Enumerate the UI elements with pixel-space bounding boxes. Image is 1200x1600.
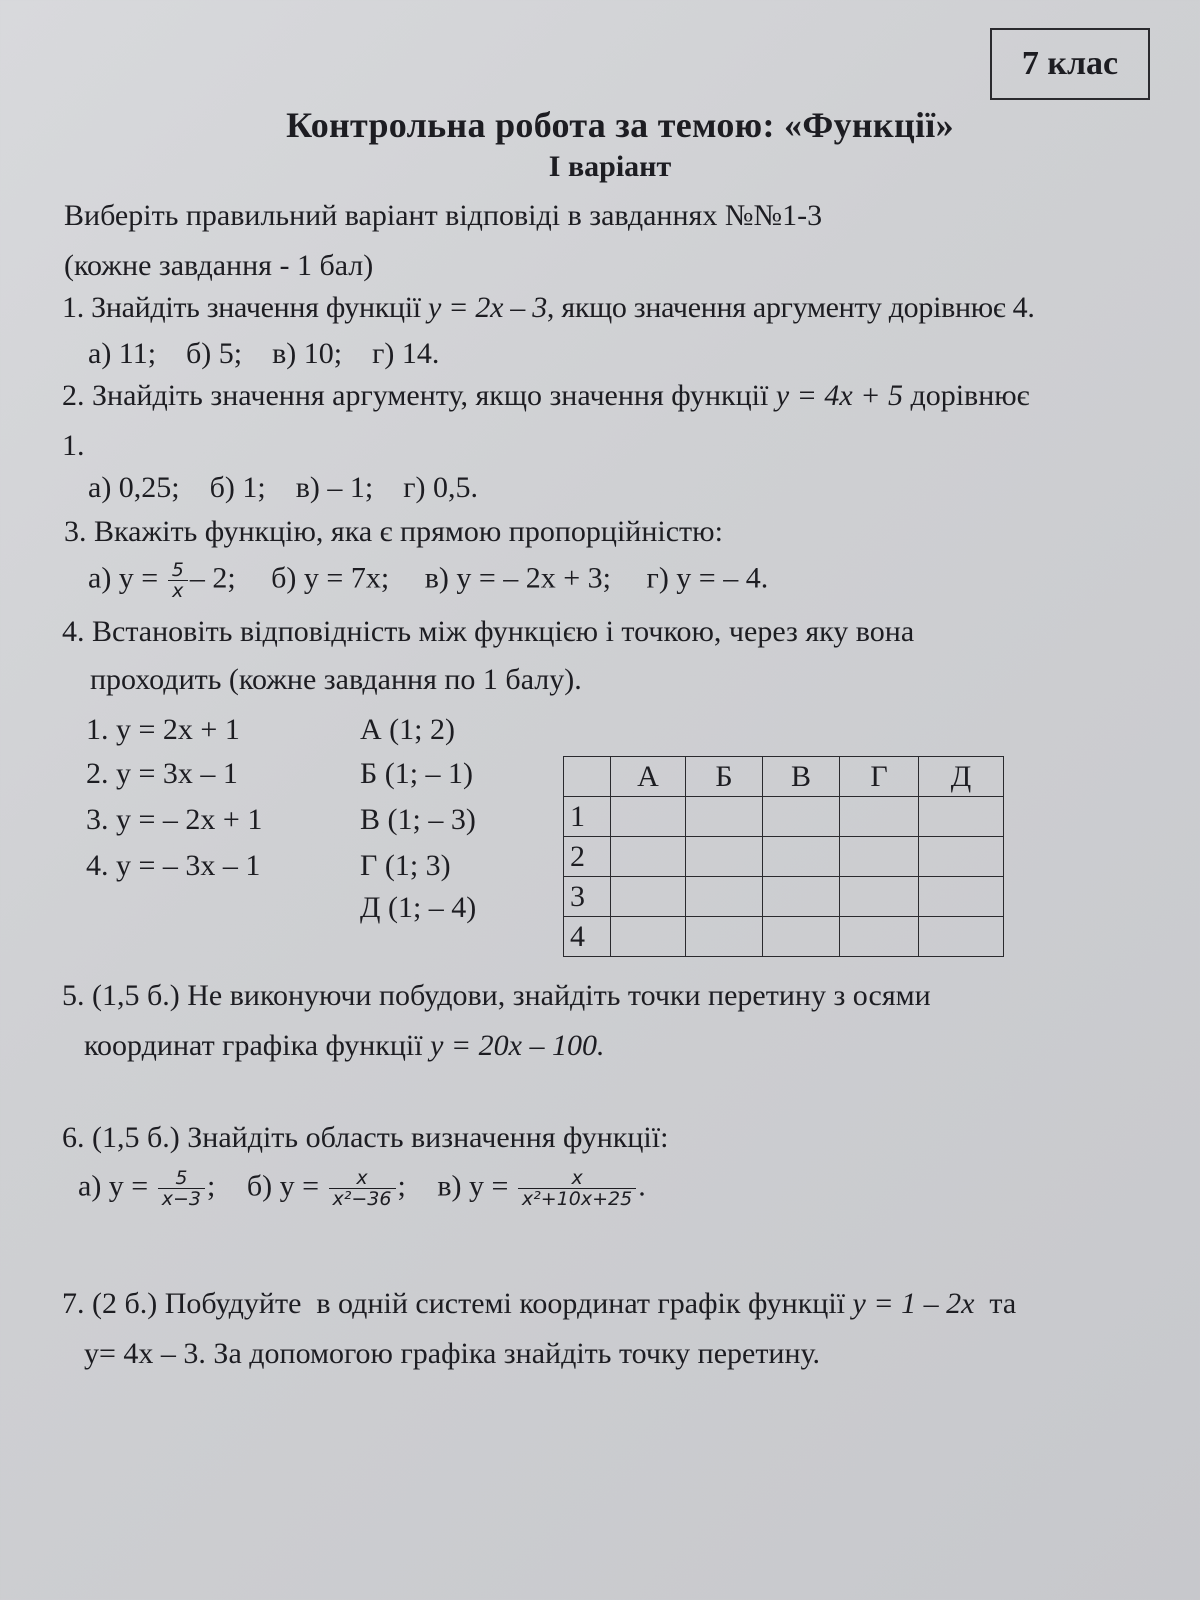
task6-option-c-fraction xyxy=(518,1168,636,1209)
answer-cell[interactable] xyxy=(919,837,1004,877)
answer-cell[interactable] xyxy=(919,877,1004,917)
answer-cell[interactable] xyxy=(686,877,763,917)
task2-options: а) 0,25; б) 1; в) – 1; г) 0,5. xyxy=(88,471,479,504)
answer-table-header xyxy=(564,757,1004,797)
task4-point-d: Д (1; – 4) xyxy=(360,891,477,924)
task2-question-continued: 1. xyxy=(62,429,85,462)
fraction-denominator: x xyxy=(172,580,184,602)
task6-option-b-suffix: ; xyxy=(397,1169,406,1203)
fraction-numerator: 5 xyxy=(168,560,188,581)
table-row xyxy=(564,797,1004,837)
task6-question: 6. (1,5 б.) Знайдіть область визначення функції: xyxy=(62,1121,669,1154)
task6-option-b-prefix: б) y = xyxy=(246,1169,320,1203)
table-header-cell: Д xyxy=(919,757,1004,797)
task4-question-line-2: проходить (кожне завдання по 1 балу). xyxy=(90,663,582,696)
task2-text-end: дорівнює xyxy=(902,379,1030,412)
answer-cell[interactable] xyxy=(611,917,686,957)
task4-function-1: 1. y = 2x + 1 xyxy=(86,713,240,746)
table-row-label: 1 xyxy=(564,797,611,837)
task1-options: а) 11; б) 5; в) 10; г) 14. xyxy=(88,337,440,370)
fraction-numerator: x xyxy=(329,1168,396,1189)
table-header-cell xyxy=(564,757,611,797)
answer-cell[interactable] xyxy=(919,797,1004,837)
answer-cell[interactable] xyxy=(840,877,919,917)
task4-function-3: 3. y = – 2x + 1 xyxy=(86,803,263,836)
task3-question: 3. Вкажіть функцію, яка є прямою пропорційністю: xyxy=(64,515,723,548)
answer-cell[interactable] xyxy=(686,797,763,837)
task3-options xyxy=(88,560,768,601)
task7-text: 7. (2 б.) Побудуйте в одній системі координат графік функції xyxy=(62,1287,853,1320)
task6-options xyxy=(78,1168,646,1209)
task3-option-a-prefix: а) y = xyxy=(88,561,159,595)
table-header-cell: А xyxy=(611,757,686,797)
task1-text: 1. Знайдіть значення функції xyxy=(62,291,429,324)
task5-text: координат графіка функції xyxy=(84,1029,431,1062)
task6-option-c-suffix: . xyxy=(638,1169,646,1203)
task1-text-end: , якщо значення аргументу дорівнює 4. xyxy=(546,291,1035,324)
task2-formula: y = 4x + 5 xyxy=(775,379,903,412)
instructions-line-1: Виберіть правильний варіант відповіді в завданнях №№1-3 xyxy=(64,199,823,232)
grade-box: 7 клас xyxy=(990,28,1150,100)
table-row xyxy=(564,877,1004,917)
task5-formula: y = 20x – 100. xyxy=(430,1029,605,1062)
answer-cell[interactable] xyxy=(611,837,686,877)
fraction-denominator: x−3 xyxy=(161,1188,201,1210)
task2-text: 2. Знайдіть значення аргументу, якщо значення функції xyxy=(62,379,776,412)
table-row xyxy=(564,917,1004,957)
task4-point-b: Б (1; – 1) xyxy=(360,757,474,790)
instructions-line-2: (кожне завдання - 1 бал) xyxy=(64,249,374,282)
task3-option-d: г) y = – 4. xyxy=(646,561,769,595)
page-title: Контрольна робота за темою: «Функції» xyxy=(286,105,954,145)
table-header-cell: Б xyxy=(686,757,763,797)
answer-cell[interactable] xyxy=(763,837,840,877)
answer-cell[interactable] xyxy=(840,837,919,877)
task3-option-c: в) y = – 2x + 3; xyxy=(424,561,612,595)
task6-option-a-suffix: ; xyxy=(207,1169,216,1203)
task6-option-c-prefix: в) y = xyxy=(437,1169,509,1203)
task1-formula: y = 2x – 3 xyxy=(428,291,547,324)
task7-formula: y = 1 – 2x xyxy=(852,1287,975,1320)
task3-option-a-suffix: – 2; xyxy=(189,561,236,595)
answer-cell[interactable] xyxy=(763,797,840,837)
task6-option-a-fraction xyxy=(158,1168,205,1209)
answer-cell[interactable] xyxy=(611,797,686,837)
fraction-numerator: 5 xyxy=(158,1168,205,1189)
answer-table xyxy=(563,756,1004,957)
answer-cell[interactable] xyxy=(919,917,1004,957)
task4-point-a: А (1; 2) xyxy=(360,713,455,746)
answer-cell[interactable] xyxy=(763,917,840,957)
task6-option-a-prefix: а) y = xyxy=(78,1169,149,1203)
variant-label: І варіант xyxy=(548,150,672,183)
table-row-label: 3 xyxy=(564,877,611,917)
answer-cell[interactable] xyxy=(840,797,919,837)
table-header-cell: Г xyxy=(840,757,919,797)
table-row-label: 4 xyxy=(564,917,611,957)
answer-cell[interactable] xyxy=(686,837,763,877)
task4-point-v: В (1; – 3) xyxy=(360,803,476,836)
task7-question-line-2: y= 4x – 3. За допомогою графіка знайдіть точку перетину. xyxy=(84,1337,821,1370)
table-row-label: 2 xyxy=(564,837,611,877)
table-row xyxy=(564,837,1004,877)
answer-cell[interactable] xyxy=(840,917,919,957)
fraction-denominator: x²−36 xyxy=(332,1188,392,1210)
task5-question-line-2 xyxy=(84,1028,604,1064)
answer-cell[interactable] xyxy=(763,877,840,917)
fraction-denominator: x²+10x+25 xyxy=(521,1188,633,1210)
task3-option-b: б) y = 7x; xyxy=(271,561,390,595)
task6-option-b-fraction xyxy=(329,1168,396,1209)
task5-question-line-1: 5. (1,5 б.) Не виконуючи побудови, знайдіть точки перетину з осями xyxy=(62,979,931,1012)
task4-function-4: 4. y = – 3x – 1 xyxy=(86,849,261,882)
task4-point-g: Г (1; 3) xyxy=(360,849,451,882)
table-header-cell: В xyxy=(763,757,840,797)
task3-option-a-fraction xyxy=(168,560,188,601)
task7-question-line-1 xyxy=(62,1286,1016,1322)
task1-question xyxy=(62,290,1035,326)
task7-text-end: та xyxy=(974,1287,1017,1320)
task2-question xyxy=(62,378,1030,414)
answer-cell[interactable] xyxy=(686,917,763,957)
task4-function-2: 2. y = 3x – 1 xyxy=(86,757,238,790)
task4-question-line-1: 4. Встановіть відповідність між функцією і точкою, через яку вона xyxy=(62,615,915,648)
fraction-numerator: x xyxy=(518,1168,636,1189)
answer-cell[interactable] xyxy=(611,877,686,917)
